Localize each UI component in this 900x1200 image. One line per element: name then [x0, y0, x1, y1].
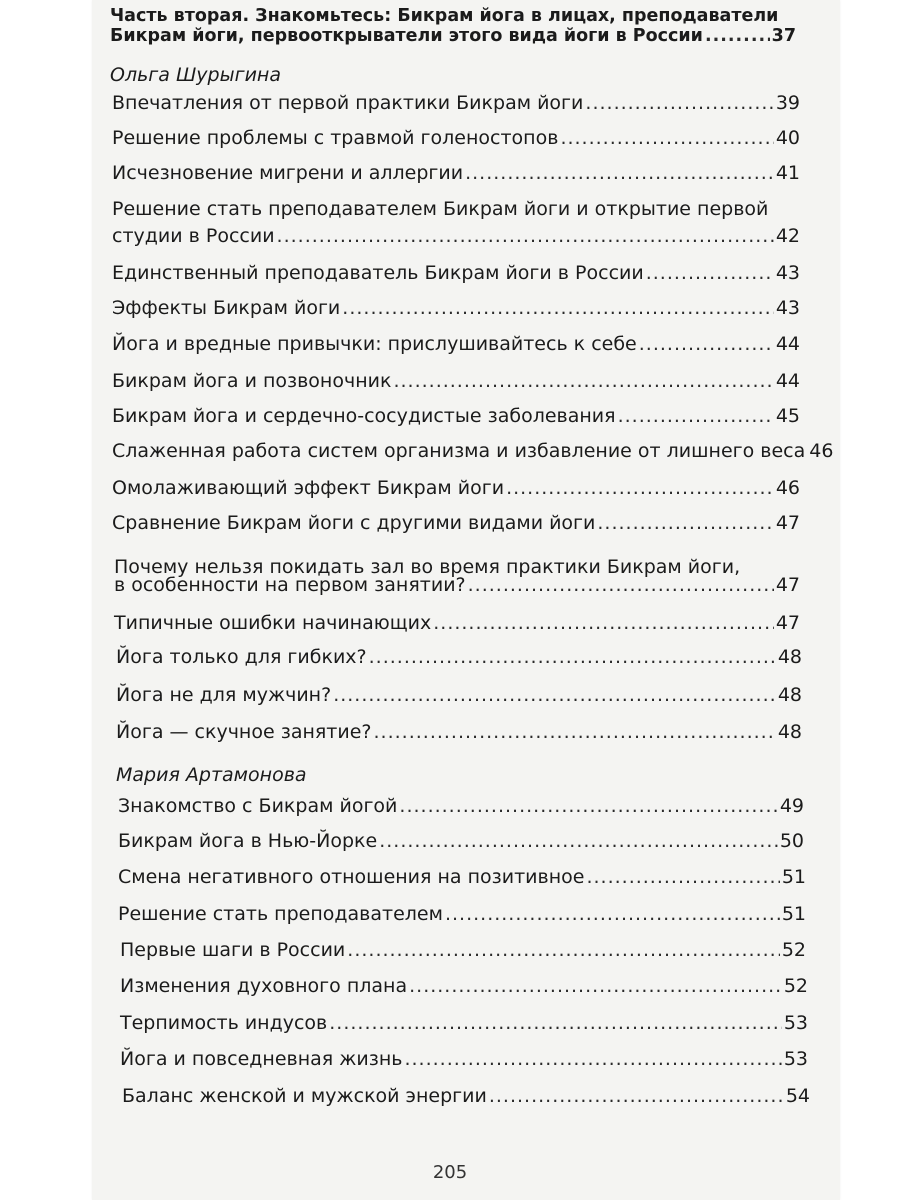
page-ref: 51 [781, 903, 806, 925]
entry-title: Эффекты Бикрам йоги [112, 297, 341, 319]
entry-title: Терпимость индусов [120, 1012, 328, 1034]
entry-title: Сравнение Бикрам йоги с другими видами йоги [112, 512, 596, 534]
page-ref: 53 [783, 1048, 808, 1070]
entry-title: Первые шаги в России [120, 939, 346, 961]
page-ref: 48 [777, 721, 802, 743]
page-ref: 40 [775, 127, 800, 149]
dot-leader [277, 225, 774, 247]
dot-leader [409, 975, 782, 997]
toc-entry [112, 405, 800, 427]
entry-title: Смена негативного отношения на позитивное [118, 866, 585, 888]
entry-title: Йога только для гибких? [116, 646, 367, 668]
entry-title-line1: Почему нельзя покидать зал во время практики Бикрам йоги, [114, 556, 741, 578]
dot-leader [506, 477, 774, 499]
dot-leader [333, 684, 776, 706]
toc-entry [112, 512, 800, 534]
part-heading-line1: Часть вторая. Знакомьтесь: Бикрам йога в лицах, преподаватели [110, 6, 779, 26]
entry-title: Бикрам йога и позвоночник [112, 370, 392, 392]
page-ref: 46 [809, 440, 834, 462]
dot-leader [489, 1085, 784, 1107]
toc-entry [112, 370, 800, 392]
page-ref: 46 [775, 477, 800, 499]
entry-title: Бикрам йога и сердечно-сосудистые заболевания [112, 405, 616, 427]
page-ref: 44 [775, 370, 800, 392]
page-ref: 52 [783, 975, 808, 997]
part-heading-line2: Бикрам йоги, первооткрыватели этого вида йоги в России [110, 26, 703, 46]
entry-title: Йога — скучное занятие? [116, 721, 372, 743]
page-ref: 49 [779, 795, 804, 817]
toc-entry [112, 440, 834, 462]
entry-title-line2: студии в России [112, 225, 275, 247]
dot-leader [393, 370, 773, 392]
dot-leader [404, 1048, 781, 1070]
toc-entry [120, 975, 808, 997]
entry-title: Решение стать преподавателем [118, 903, 443, 925]
dot-leader [597, 512, 773, 534]
page-ref: 42 [775, 225, 800, 247]
dot-leader [342, 297, 774, 319]
toc-entry-multiline [112, 225, 800, 247]
toc-entry [118, 903, 806, 925]
toc-entry [118, 866, 806, 888]
dot-leader [468, 574, 774, 596]
toc-entry [116, 721, 802, 743]
entry-title-line1: Решение стать преподавателем Бикрам йоги и открытие первой [112, 198, 769, 220]
dot-leader [705, 26, 770, 46]
entry-title: Единственный преподаватель Бикрам йоги в России [112, 262, 644, 284]
page-ref: 48 [777, 646, 802, 668]
dot-leader [347, 939, 780, 961]
toc-entry [118, 830, 804, 852]
page-ref: 43 [775, 262, 800, 284]
page-ref: 41 [775, 162, 800, 184]
page-ref: 44 [775, 333, 800, 355]
toc-entry [112, 333, 800, 355]
page-ref: 47 [775, 612, 800, 634]
toc-entry [116, 684, 802, 706]
entry-title: Йога и повседневная жизнь [120, 1048, 403, 1070]
toc-entry [112, 477, 800, 499]
toc-entry [112, 127, 800, 149]
toc-entry [120, 1012, 808, 1034]
page-ref: 48 [777, 684, 802, 706]
toc-entry [122, 1085, 810, 1107]
page-ref: 47 [775, 512, 800, 534]
entry-title: Впечатления от первой практики Бикрам йоги [112, 92, 584, 114]
entry-title-line2: в особенности на первом занятии? [114, 574, 466, 596]
dot-leader [369, 646, 776, 668]
toc-entry [112, 297, 800, 319]
dot-leader [399, 795, 777, 817]
toc-entry [120, 939, 806, 961]
entry-title: Решение проблемы с травмой голеностопов [112, 127, 559, 149]
page-ref: 43 [775, 297, 800, 319]
entry-title: Изменения духовного плана [120, 975, 408, 997]
page-number: 205 [432, 1162, 468, 1183]
entry-title: Бикрам йога в Нью-Йорке [118, 830, 378, 852]
dot-leader [639, 333, 774, 355]
entry-title: Омолаживающий эффект Бикрам йоги [112, 477, 505, 499]
dot-leader [379, 830, 778, 852]
author-heading: Ольга Шурыгина [110, 64, 281, 86]
page-ref: 47 [775, 574, 800, 596]
entry-title: Знакомство с Бикрам йогой [118, 795, 398, 817]
page-ref: 39 [775, 92, 800, 114]
entry-title: Типичные ошибки начинающих [114, 612, 432, 634]
toc-entry [114, 612, 800, 634]
dot-leader [586, 866, 779, 888]
toc-entry [112, 262, 800, 284]
entry-title: Йога не для мужчин? [116, 684, 332, 706]
page-ref: 54 [785, 1085, 810, 1107]
page-ref: 51 [781, 866, 806, 888]
toc-entry [120, 1048, 808, 1070]
toc-entry [112, 162, 800, 184]
page-ref: 45 [775, 405, 800, 427]
dot-leader [646, 262, 774, 284]
dot-leader [560, 127, 773, 149]
dot-leader [465, 162, 774, 184]
page-ref: 52 [781, 939, 806, 961]
toc-entry [112, 92, 800, 114]
entry-title: Йога и вредные привычки: прислушивайтесь к себе [112, 333, 637, 355]
page-ref: 50 [779, 830, 804, 852]
page-ref: 53 [783, 1012, 808, 1034]
entry-title: Баланс женской и мужской энергии [122, 1085, 487, 1107]
dot-leader [329, 1012, 782, 1034]
part-heading [110, 26, 796, 46]
entry-title: Слаженная работа систем организма и избавление от лишнего веса [112, 440, 806, 462]
dot-leader [433, 612, 774, 634]
author-heading: Мария Артамонова [116, 764, 307, 786]
dot-leader [445, 903, 780, 925]
entry-title: Исчезновение мигрени и аллергии [112, 162, 464, 184]
dot-leader [618, 405, 774, 427]
toc-entry [118, 795, 804, 817]
toc-entry-multiline [114, 574, 800, 596]
dot-leader [585, 92, 773, 114]
page-ref: 37 [771, 26, 796, 46]
toc-entry [116, 646, 802, 668]
dot-leader [374, 721, 776, 743]
